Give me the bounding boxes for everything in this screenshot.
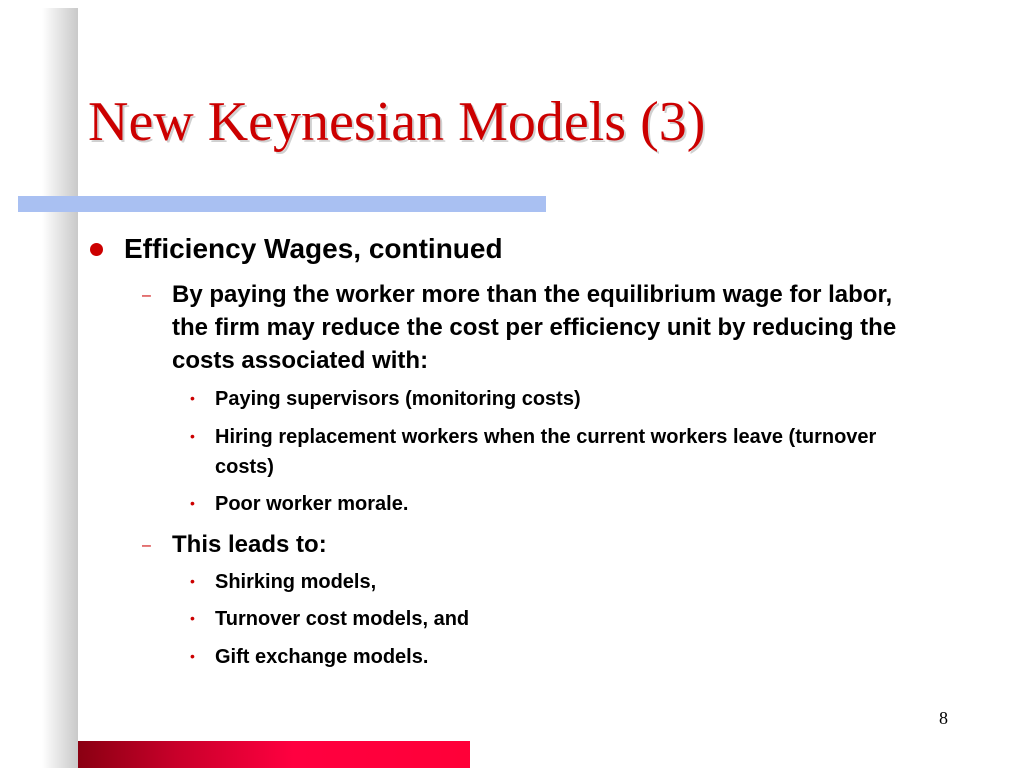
small-bullet-icon: • — [190, 495, 195, 511]
small-bullet-icon: • — [190, 610, 195, 626]
bullet-level-1: Efficiency Wages, continued — [124, 233, 503, 264]
bullet-level-2: By paying the worker more than the equilibrium wage for labor, the firm may reduce the cost per efficiency unit by reducing the costs associated with: — [172, 281, 897, 374]
small-bullet-icon: • — [190, 648, 195, 664]
dash-icon: – — [142, 537, 151, 554]
small-bullet-icon: • — [190, 390, 195, 406]
dash-icon: – — [142, 287, 151, 304]
bullet-level-3: Shirking models, — [215, 571, 377, 593]
slide-title: New Keynesian Models (3) — [88, 91, 706, 153]
bullet-dot-icon — [90, 243, 103, 256]
bullet-level-3: Paying supervisors (monitoring costs) — [215, 388, 581, 410]
small-bullet-icon: • — [190, 573, 195, 589]
bottom-decorative-bar — [78, 741, 470, 768]
bullet-level-3: Hiring replacement workers when the current workers leave (turnover costs) — [215, 426, 877, 478]
page-number: 8 — [939, 708, 948, 728]
small-bullet-icon: • — [190, 428, 195, 444]
bullet-level-3: Gift exchange models. — [215, 646, 429, 668]
bullet-level-2: This leads to: — [172, 531, 327, 558]
bullet-level-3: Poor worker morale. — [215, 493, 409, 515]
bullet-level-3: Turnover cost models, and — [215, 608, 470, 630]
